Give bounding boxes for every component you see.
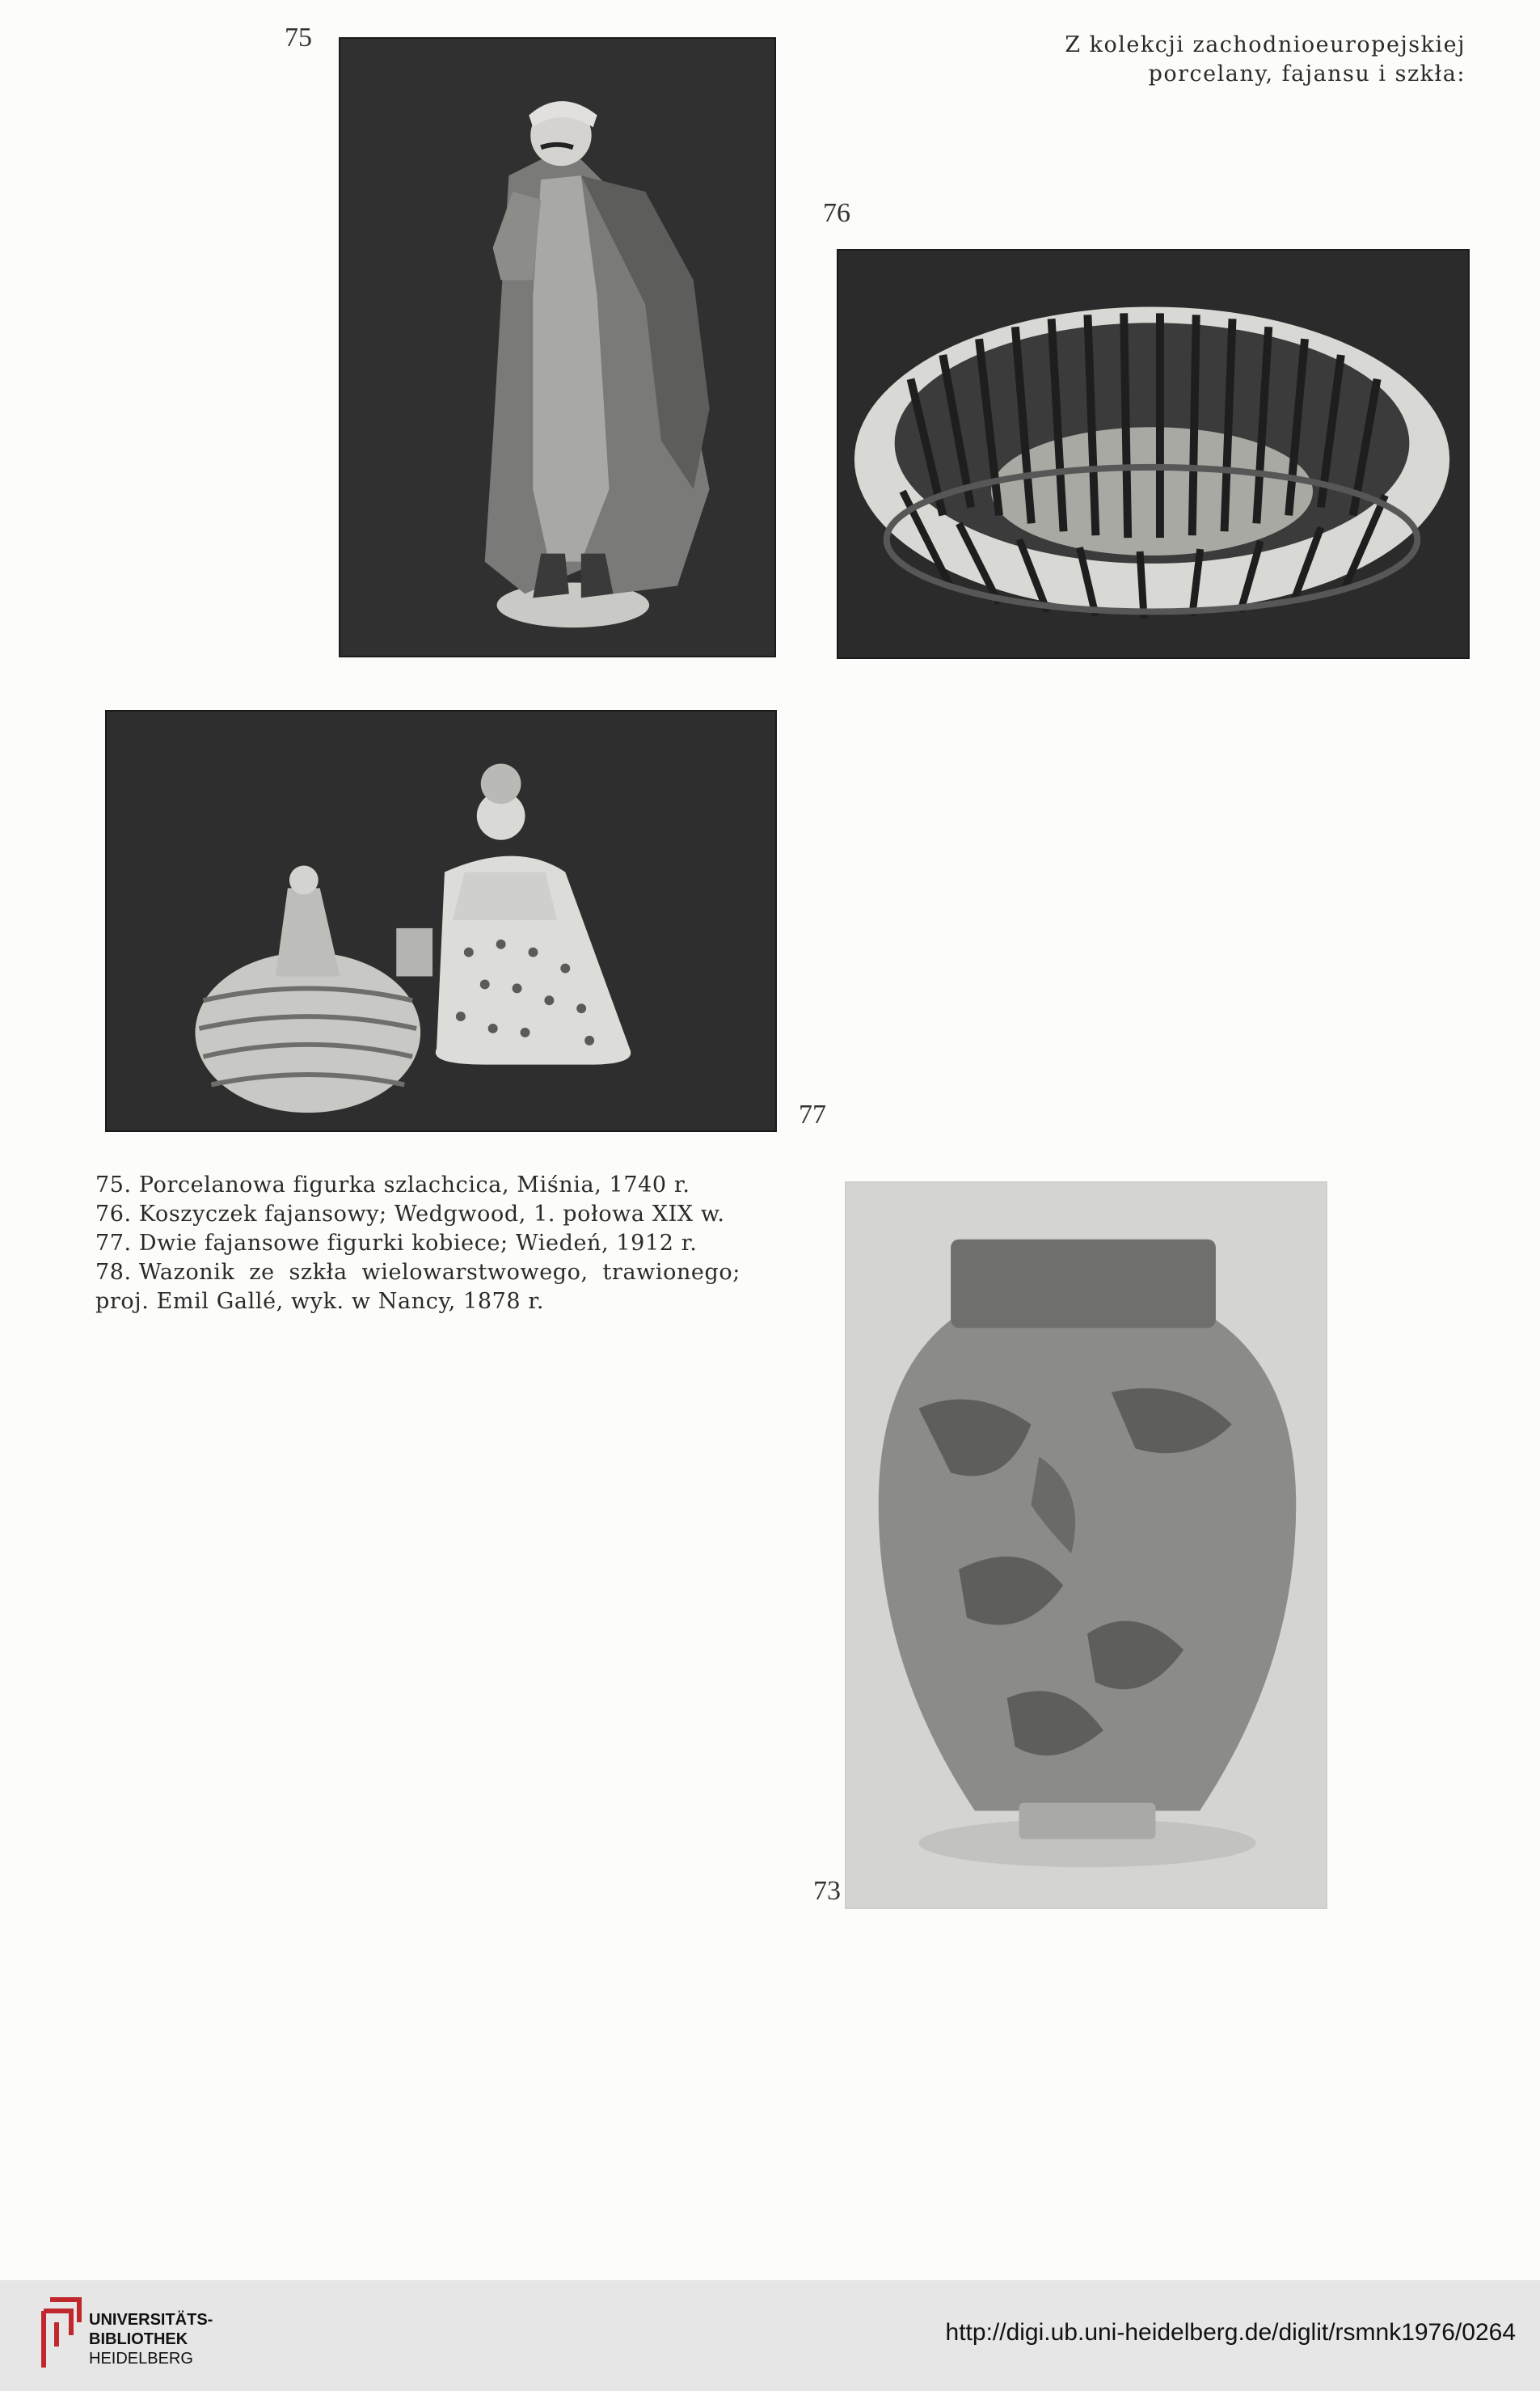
header-line-2: porcelany, fajansu i szkła: (1148, 61, 1466, 87)
caption-78-word: szkła (289, 1260, 348, 1285)
library-name (89, 2310, 213, 2368)
photo-nobleman-figurine (339, 37, 776, 657)
caption-78-word: ze (249, 1260, 275, 1285)
caption-78-word: wielowarstwowego, (361, 1260, 589, 1285)
caption-75: 75. Porcelanowa figurka szlachcica, Miśnia, 1740 r. (95, 1172, 690, 1198)
caption-78-line-1 (95, 1258, 740, 1287)
library-name-line-1: UNIVERSITÄTS- (89, 2311, 213, 2329)
header-line-1: Z kolekcji zachodnioeuropejskiej (1065, 32, 1466, 57)
photo-galle-vase (845, 1181, 1327, 1909)
caption-78-line-2: proj. Emil Gallé, wyk. w Nancy, 1878 r. (95, 1289, 545, 1314)
figure-number-76: 76 (823, 198, 850, 228)
library-name-line-3: HEIDELBERG (89, 2350, 193, 2368)
library-name-line-2: BIBLIOTHEK (89, 2330, 188, 2348)
caption-76: 76. Koszyczek fajansowy; Wedgwood, 1. połowa XIX w. (95, 1202, 725, 1227)
photo-wedgwood-basket (837, 249, 1470, 659)
figure-number-75: 75 (285, 23, 312, 53)
figure-number-77: 77 (799, 1100, 826, 1130)
heidelberg-library-logo-icon (36, 2290, 92, 2379)
figure-number-78: 73 (813, 1876, 841, 1906)
caption-78-word: 78. Wazonik (95, 1260, 235, 1285)
caption-77: 77. Dwie fajansowe figurki kobiece; Wiedeń, 1912 r. (95, 1231, 698, 1256)
page-header (1065, 31, 1466, 89)
photo-two-figurines (105, 710, 777, 1132)
document-url-link[interactable]: http://digi.ub.uni-heidelberg.de/diglit/rsmnk1976/0264 (945, 2319, 1516, 2346)
figure-captions (95, 1171, 740, 1316)
caption-78-word: trawionego; (602, 1260, 740, 1285)
